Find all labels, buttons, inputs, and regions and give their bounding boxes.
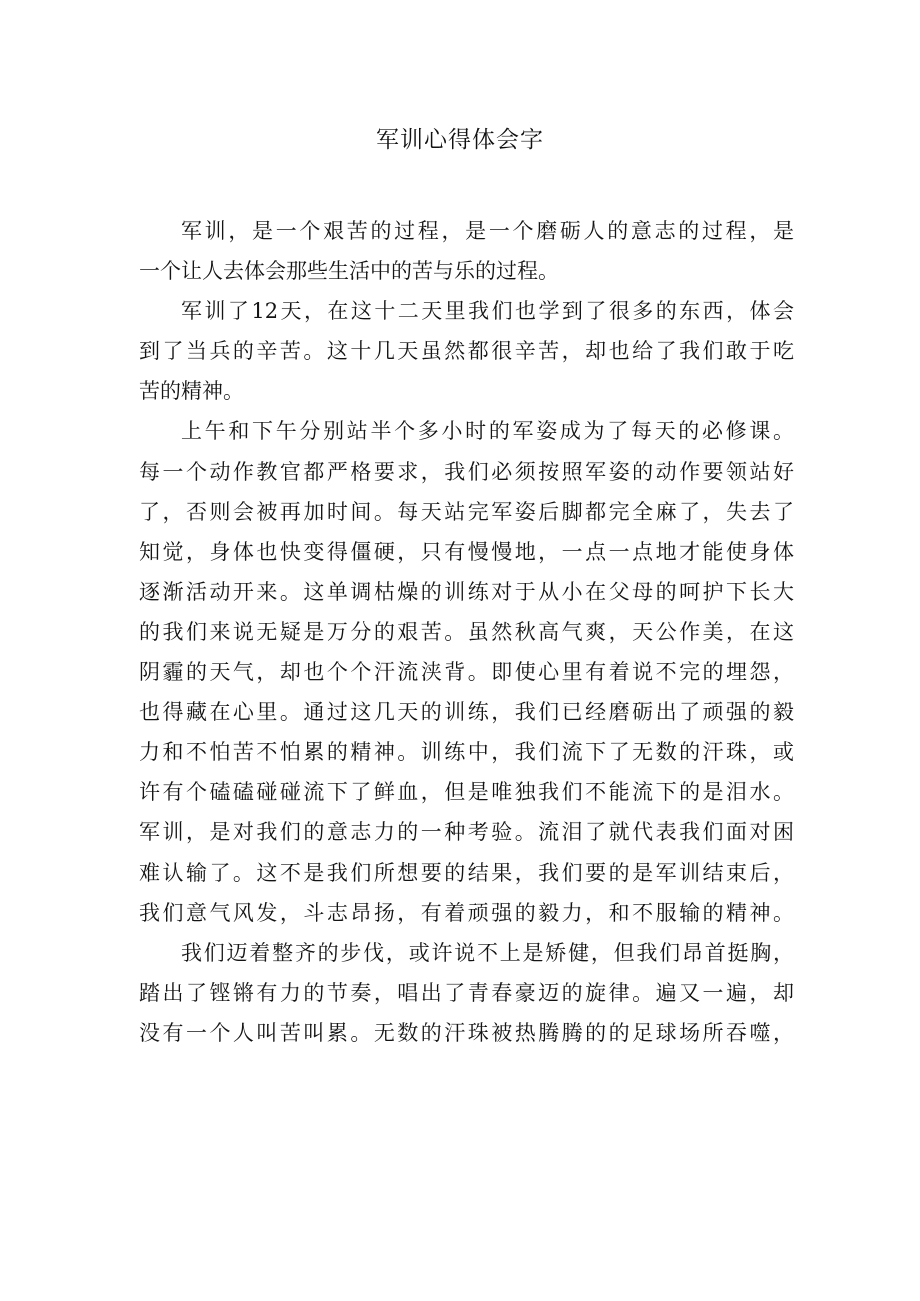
paragraph-line: 难认输了。这不是我们所想要的结果，我们要的是军训结束后， [139, 860, 794, 885]
paragraph-3 [139, 411, 794, 932]
paragraph-line: 了，否则会被再加时间。每天站完军姿后脚都完全麻了，失去了 [139, 499, 794, 524]
paragraph-line: 每一个动作教官都严格要求，我们必须按照军姿的动作要领站好 [139, 459, 794, 484]
paragraph-line: 军训，是一个艰苦的过程，是一个磨砺人的意志的过程，是 [181, 219, 794, 243]
document-title: 军训心得体会字 [376, 127, 544, 153]
paragraph-line: 许有个磕磕碰碰流下了鲜血，但是唯独我们不能流下的是泪水。 [139, 780, 794, 805]
paragraph-line: 一个让人去体会那些生活中的苦与乐的过程。 [139, 259, 559, 284]
paragraph-line: 知觉，身体也快变得僵硬，只有慢慢地，一点一点地才能使身体 [139, 539, 794, 564]
paragraph-line: 没有一个人叫苦叫累。无数的汗珠被热腾腾的的足球场所吞噬， [139, 1020, 794, 1045]
paragraph-line: 军训，是对我们的意志力的一种考验。流泪了就代表我们面对困 [139, 820, 794, 845]
paragraph-1 [139, 211, 794, 291]
paragraph-line: 的我们来说无疑是万分的艰苦。虽然秋高气爽，天公作美，在这 [139, 619, 794, 644]
paragraph-line: 我们意气风发，斗志昂扬，有着顽强的毅力，和不服输的精神。 [139, 900, 794, 925]
paragraph-line: 到了当兵的辛苦。这十几天虽然都很辛苦，却也给了我们敢于吃 [139, 339, 794, 364]
paragraph-4 [139, 933, 794, 1053]
paragraph-line: 力和不怕苦不怕累的精神。训练中，我们流下了无数的汗珠，或 [139, 740, 794, 765]
document-body [139, 211, 794, 1053]
paragraph-2 [139, 291, 794, 411]
paragraph-line: 阴霾的天气，却也个个汗流浃背。即使心里有着说不完的埋怨， [139, 660, 794, 685]
paragraph-line: 上午和下午分别站半个多小时的军姿成为了每天的必修课。 [181, 419, 794, 444]
paragraph-line: 也得藏在心里。通过这几天的训练，我们已经磨砺出了顽强的毅 [139, 700, 794, 725]
paragraph-line: 我们迈着整齐的步伐，或许说不上是矫健，但我们昂首挺胸， [181, 940, 794, 965]
paragraph-line: 逐渐活动开来。这单调枯燥的训练对于从小在父母的呵护下长大 [139, 579, 794, 604]
paragraph-line: 踏出了铿锵有力的节奏，唱出了青春豪迈的旋律。遍又一遍，却 [139, 980, 794, 1005]
paragraph-line: 苦的精神。 [139, 379, 244, 404]
paragraph-line: 军训了12天，在这十二天里我们也学到了很多的东西，体会 [181, 299, 794, 324]
